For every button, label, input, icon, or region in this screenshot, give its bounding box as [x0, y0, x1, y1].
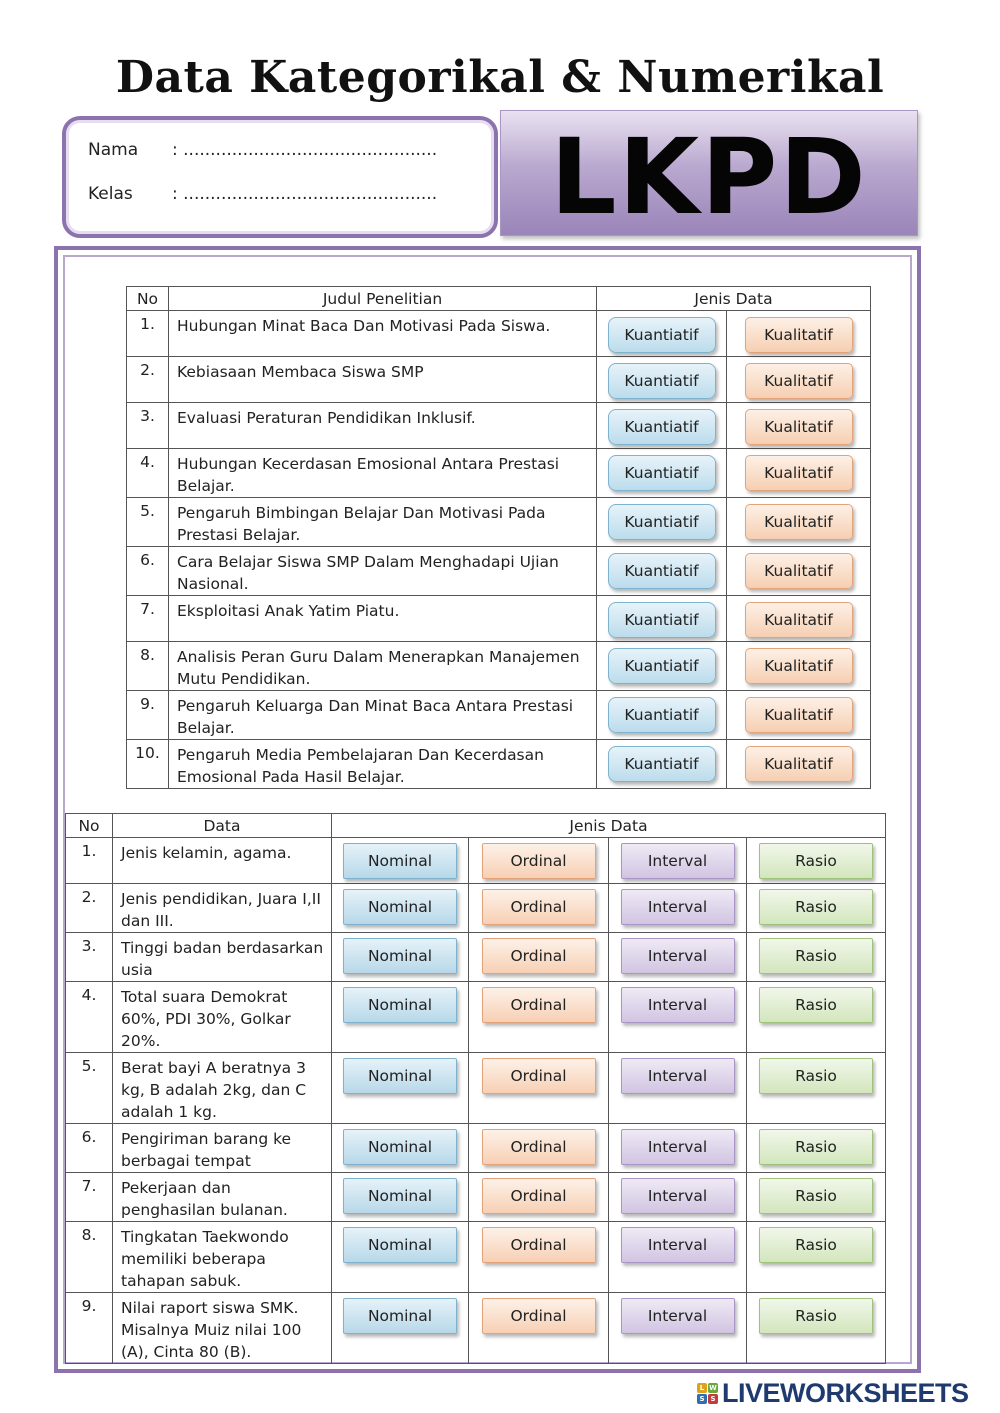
- nominal-button[interactable]: Nominal: [343, 889, 457, 925]
- interval-button[interactable]: Interval: [621, 1298, 735, 1334]
- rasio-button[interactable]: Rasio: [759, 1227, 873, 1263]
- table1-row: [127, 547, 871, 596]
- kualitatif-button[interactable]: Kualitatif: [745, 363, 853, 399]
- research-title: Eksploitasi Anak Yatim Piatu.: [169, 596, 597, 642]
- kualitatif-button[interactable]: Kualitatif: [745, 697, 853, 733]
- table2-header-jenis: Jenis Data: [332, 814, 886, 838]
- interval-button[interactable]: Interval: [621, 987, 735, 1023]
- row-number: 2.: [66, 884, 113, 933]
- ordinal-button[interactable]: Ordinal: [482, 987, 596, 1023]
- nama-label: Nama: [88, 140, 139, 160]
- kuantiatif-button[interactable]: Kuantiatif: [608, 602, 716, 638]
- rasio-button[interactable]: Rasio: [759, 843, 873, 879]
- row-number: 7.: [66, 1173, 113, 1222]
- table2-header-row: [66, 814, 886, 838]
- table1-row: [127, 642, 871, 691]
- table1-row: [127, 357, 871, 403]
- table2-row: [66, 1222, 886, 1293]
- table2-row: [66, 1053, 886, 1124]
- ordinal-button[interactable]: Ordinal: [482, 843, 596, 879]
- row-number: 1.: [127, 311, 169, 357]
- kelas-row: [88, 184, 437, 204]
- table2-row: [66, 838, 886, 884]
- research-title: Pengaruh Bimbingan Belajar Dan Motivasi Pada Prestasi Belajar.: [169, 498, 597, 547]
- table1-header-row: [127, 287, 871, 311]
- data-description: Berat bayi A beratnya 3 kg, B adalah 2kg, dan C adalah 1 kg.: [113, 1053, 332, 1124]
- research-title: Hubungan Minat Baca Dan Motivasi Pada Siswa.: [169, 311, 597, 357]
- row-number: 5.: [127, 498, 169, 547]
- interval-button[interactable]: Interval: [621, 938, 735, 974]
- nominal-button[interactable]: Nominal: [343, 1129, 457, 1165]
- kualitatif-button[interactable]: Kualitatif: [745, 648, 853, 684]
- data-description: Pengiriman barang ke berbagai tempat: [113, 1124, 332, 1173]
- kuantiatif-button[interactable]: Kuantiatif: [608, 504, 716, 540]
- ordinal-button[interactable]: Ordinal: [482, 1058, 596, 1094]
- nominal-button[interactable]: Nominal: [343, 1227, 457, 1263]
- nominal-button[interactable]: Nominal: [343, 1178, 457, 1214]
- table1-header-no: No: [127, 287, 169, 311]
- table1-body: [127, 311, 871, 789]
- liveworksheets-logo: [697, 1378, 969, 1408]
- data-description: Tinggi badan berdasarkan usia: [113, 933, 332, 982]
- nominal-button[interactable]: Nominal: [343, 1298, 457, 1334]
- ordinal-button[interactable]: Ordinal: [482, 1298, 596, 1334]
- rasio-button[interactable]: Rasio: [759, 1298, 873, 1334]
- table1-row: [127, 740, 871, 789]
- row-number: 4.: [127, 449, 169, 498]
- row-number: 6.: [127, 547, 169, 596]
- row-number: 8.: [127, 642, 169, 691]
- table-jenis-penelitian: [126, 286, 871, 789]
- ordinal-button[interactable]: Ordinal: [482, 1178, 596, 1214]
- table1-row: [127, 311, 871, 357]
- interval-button[interactable]: Interval: [621, 1178, 735, 1214]
- research-title: Cara Belajar Siswa SMP Dalam Menghadapi Ujian Nasional.: [169, 547, 597, 596]
- row-number: 3.: [66, 933, 113, 982]
- kualitatif-button[interactable]: Kualitatif: [745, 409, 853, 445]
- rasio-button[interactable]: Rasio: [759, 987, 873, 1023]
- row-number: 2.: [127, 357, 169, 403]
- kelas-label: Kelas: [88, 184, 133, 204]
- research-title: Evaluasi Peraturan Pendidikan Inklusif.: [169, 403, 597, 449]
- table1-row: [127, 449, 871, 498]
- table2-row: [66, 1124, 886, 1173]
- row-number: 9.: [66, 1293, 113, 1364]
- kuantiatif-button[interactable]: Kuantiatif: [608, 363, 716, 399]
- research-title: Pengaruh Media Pembelajaran Dan Kecerdasan Emosional Pada Hasil Belajar.: [169, 740, 597, 789]
- data-description: Nilai raport siswa SMK. Misalnya Muiz nilai 100 (A), Cinta 80 (B).: [113, 1293, 332, 1364]
- nominal-button[interactable]: Nominal: [343, 938, 457, 974]
- kelas-field[interactable]: : ...............................................: [172, 184, 438, 204]
- table1-row: [127, 403, 871, 449]
- kuantiatif-button[interactable]: Kuantiatif: [608, 553, 716, 589]
- ordinal-button[interactable]: Ordinal: [482, 1227, 596, 1263]
- kuantiatif-button[interactable]: Kuantiatif: [608, 697, 716, 733]
- kualitatif-button[interactable]: Kualitatif: [745, 504, 853, 540]
- kuantiatif-button[interactable]: Kuantiatif: [608, 648, 716, 684]
- row-number: 6.: [66, 1124, 113, 1173]
- table2-row: [66, 982, 886, 1053]
- data-description: Pekerjaan dan penghasilan bulanan.: [113, 1173, 332, 1222]
- ordinal-button[interactable]: Ordinal: [482, 889, 596, 925]
- table2-row: [66, 884, 886, 933]
- nominal-button[interactable]: Nominal: [343, 1058, 457, 1094]
- kuantiatif-button[interactable]: Kuantiatif: [608, 746, 716, 782]
- kuantiatif-button[interactable]: Kuantiatif: [608, 455, 716, 491]
- table1-row: [127, 691, 871, 740]
- table2-row: [66, 1293, 886, 1364]
- table2-body: [66, 838, 886, 1364]
- interval-button[interactable]: Interval: [621, 889, 735, 925]
- row-number: 9.: [127, 691, 169, 740]
- data-description: Tingkatan Taekwondo memiliki beberapa tahapan sabuk.: [113, 1222, 332, 1293]
- nominal-button[interactable]: Nominal: [343, 843, 457, 879]
- kualitatif-button[interactable]: Kualitatif: [745, 746, 853, 782]
- rasio-button[interactable]: Rasio: [759, 1058, 873, 1094]
- kualitatif-button[interactable]: Kualitatif: [745, 602, 853, 638]
- table1-header-judul: Judul Penelitian: [169, 287, 597, 311]
- table-jenis-data: [65, 813, 886, 1364]
- kuantiatif-button[interactable]: Kuantiatif: [608, 409, 716, 445]
- rasio-button[interactable]: Rasio: [759, 889, 873, 925]
- table1-row: [127, 596, 871, 642]
- rasio-button[interactable]: Rasio: [759, 1178, 873, 1214]
- lkpd-text: LKPD: [550, 116, 868, 238]
- table2-row: [66, 1173, 886, 1222]
- row-number: 8.: [66, 1222, 113, 1293]
- interval-button[interactable]: Interval: [621, 1058, 735, 1094]
- table1-header-jenis: Jenis Data: [597, 287, 871, 311]
- identity-box: [62, 116, 498, 238]
- research-title: Hubungan Kecerdasan Emosional Antara Prestasi Belajar.: [169, 449, 597, 498]
- nama-field[interactable]: : ...............................................: [172, 140, 438, 160]
- ordinal-button[interactable]: Ordinal: [482, 1129, 596, 1165]
- interval-button[interactable]: Interval: [621, 1129, 735, 1165]
- lkpd-banner: [500, 110, 918, 236]
- data-description: Jenis kelamin, agama.: [113, 838, 332, 884]
- research-title: Analisis Peran Guru Dalam Menerapkan Manajemen Mutu Pendidikan.: [169, 642, 597, 691]
- liveworksheets-icon: L W S S: [697, 1383, 718, 1404]
- liveworksheets-brand: LIVEWORKSHEETS: [722, 1377, 969, 1408]
- research-title: Kebiasaan Membaca Siswa SMP: [169, 357, 597, 403]
- interval-button[interactable]: Interval: [621, 1227, 735, 1263]
- table2-header-data: Data: [113, 814, 332, 838]
- data-description: Jenis pendidikan, Juara I,II dan III.: [113, 884, 332, 933]
- row-number: 5.: [66, 1053, 113, 1124]
- row-number: 7.: [127, 596, 169, 642]
- nominal-button[interactable]: Nominal: [343, 987, 457, 1023]
- kualitatif-button[interactable]: Kualitatif: [745, 317, 853, 353]
- row-number: 10.: [127, 740, 169, 789]
- interval-button[interactable]: Interval: [621, 843, 735, 879]
- nama-row: [88, 140, 437, 160]
- research-title: Pengaruh Keluarga Dan Minat Baca Antara Prestasi Belajar.: [169, 691, 597, 740]
- kuantiatif-button[interactable]: Kuantiatif: [608, 317, 716, 353]
- table1-row: [127, 498, 871, 547]
- kualitatif-button[interactable]: Kualitatif: [745, 553, 853, 589]
- rasio-button[interactable]: Rasio: [759, 1129, 873, 1165]
- row-number: 3.: [127, 403, 169, 449]
- kualitatif-button[interactable]: Kualitatif: [745, 455, 853, 491]
- row-number: 1.: [66, 838, 113, 884]
- table2-header-no: No: [66, 814, 113, 838]
- table2-row: [66, 933, 886, 982]
- rasio-button[interactable]: Rasio: [759, 938, 873, 974]
- page-title: Data Kategorikal & Numerikal: [115, 52, 885, 103]
- ordinal-button[interactable]: Ordinal: [482, 938, 596, 974]
- row-number: 4.: [66, 982, 113, 1053]
- data-description: Total suara Demokrat 60%, PDI 30%, Golkar 20%.: [113, 982, 332, 1053]
